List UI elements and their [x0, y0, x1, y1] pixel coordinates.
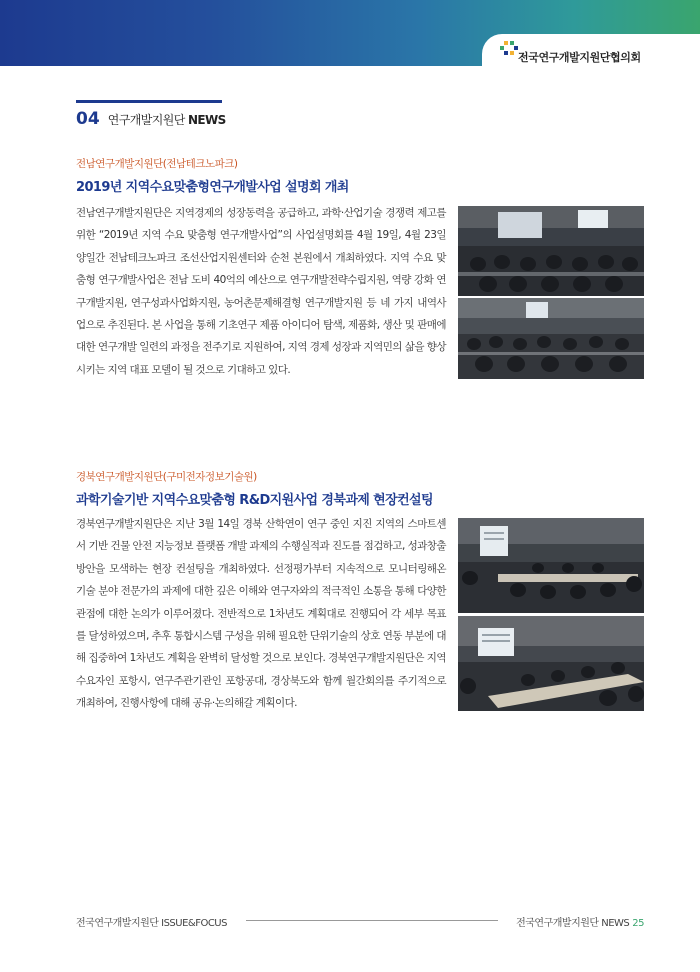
section-heading	[76, 109, 226, 129]
article-1-body: 전남연구개발지원단은 지역경제의 성장동력을 공급하고, 과학·산업기술 경쟁력 제고를 위한 “2019년 지역 수요 맞춤형 연구개발사업”의 사업설명회를 4월 19일, 4월 23일 양일간 전남테크노파크 조선산업지원센터와 순천 본원에서 개최하였다. 지역 수요 맞춤형 연구개발사업은 전남 도비 40억의 예산으로 연구개발전략수립지원, 역량 강화 연구개발지원, 연구성과사업화지원, 농어촌문제해결형 연구개발지원 등 네 가지 내역사업으로 추진된다. 본 사업을 통해 기초연구 제품 아이디어 탐색, 제품화, 생산 및 판매에 대한 연구개발 일련의 과정을 전주기로 지원하여, 지역 경제 성장과 지역민의 삶을 향상시키는 지역 대표 모델이 될 것으로 기대하고 있다.	[76, 207, 446, 376]
page-number: 25	[632, 918, 644, 929]
footer-publication: 전국연구개발지원단 ISSUE&FOCUS	[76, 918, 227, 929]
section-rule	[76, 100, 222, 103]
article-1-photo-bottom	[458, 298, 644, 379]
section-title	[108, 113, 226, 127]
article-2-headline: 과학기술기반 지역수요맞춤형 R&D지원사업 경북과제 현장컨설팅	[76, 493, 433, 508]
article-2-body: 경북연구개발지원단은 지난 3월 14일 경북 산학연이 연구 중인 지진 지역의 스마트센서 기반 건물 안전 지능정보 플랫폼 개발 과제의 수행실적과 진도를 점검하고, 성과창출 방안을 모색하는 현장 컨설팅을 개최하였다. 선정평가부터 지속적으로 모니터링해온 기술 분야 전문가의 과제에 대한 깊은 이해와 연구자와의 적극적인 소통을 통해 다양한 관점에 대한 논의가 이루어졌다. 전반적으로 1차년도 계획대로 진행되어 각 세부 목표를 달성하였으며, 추후 통합시스템 구성을 위해 필요한 단위기술의 상호 연동 부분에 대해 집중하여 1차년도 계획을 완벽히 달성할 것으로 보인다. 경북연구개발지원단은 지역수요자인 포항시, 연구주관기관인 포항공대, 경상북도와 함께 월간회의를 주기적으로 개최하여, 진행사항에 대해 공유·논의해갈 계획이다.	[76, 518, 446, 710]
article-1-source: 전남연구개발지원단(전남테크노파크)	[76, 158, 238, 170]
article-2-photo-bottom	[458, 616, 644, 711]
article-1-photo-top	[458, 206, 644, 296]
footer-section	[516, 914, 644, 929]
org-name: 전국연구개발지원단협의회	[518, 51, 641, 64]
section-title-en: NEWS	[187, 113, 226, 127]
org-tab	[482, 34, 700, 74]
article-2-photo-top	[458, 518, 644, 613]
section-number: 04	[76, 109, 100, 129]
footer-section-label: 전국연구개발지원단 NEWS	[516, 918, 630, 929]
article-1-headline: 2019년 지역수요맞춤형연구개발사업 설명회 개최	[76, 180, 349, 195]
org-logo-icon	[498, 38, 520, 60]
article-2-source: 경북연구개발지원단(구미전자정보기술원)	[76, 471, 257, 483]
section-title-kr: 연구개발지원단	[107, 113, 185, 127]
footer-divider	[246, 920, 498, 921]
